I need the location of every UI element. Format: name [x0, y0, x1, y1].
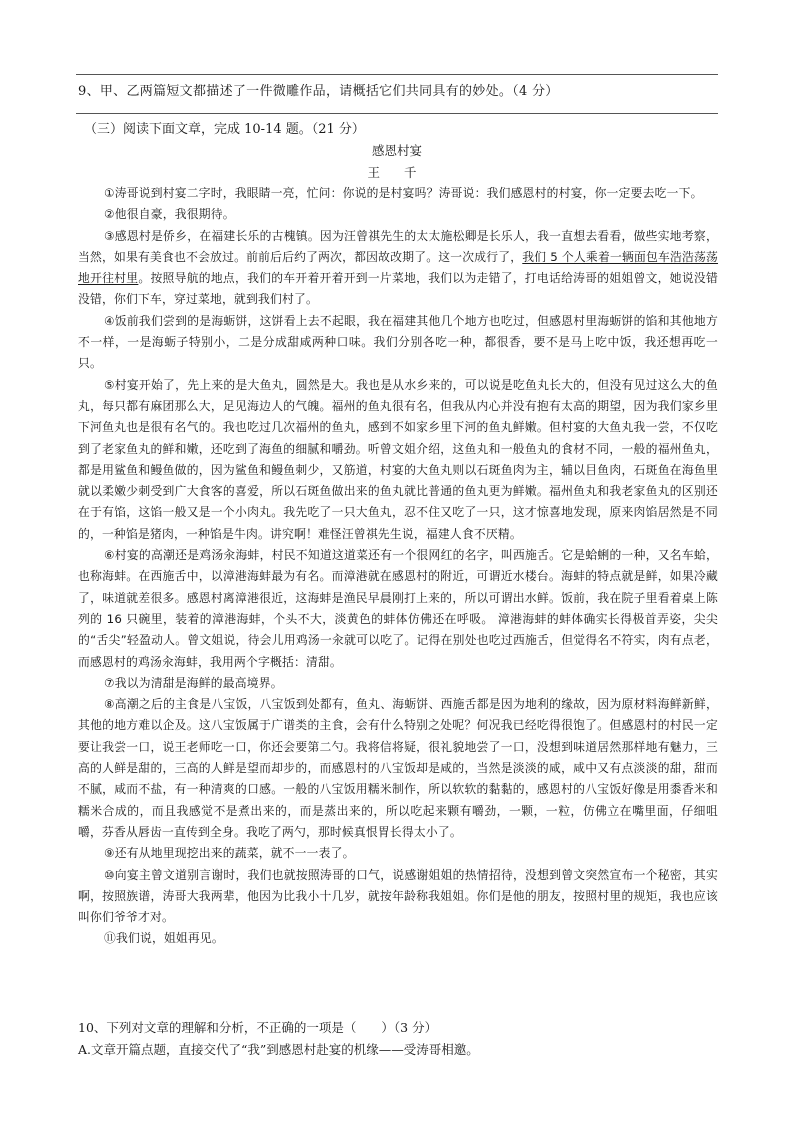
article-body [78, 183, 718, 950]
paragraph-2: ②他很自豪，我很期待。 [103, 207, 235, 222]
paragraph-8: ⑧高潮之后的主食是八宝饭，八宝饭到处都有，鱼丸、海蛎饼、西施舌都是因为地利的缘故，因为原材料海鲜新鲜，其他的地方难以企及。这八宝饭属于广谱类的主食，会有什么特别之处呢？何况我已经吃得很饱了。但感恩村的村民一定要让我尝一口，说王老师吃一口，你还会要第二勺。我将信将疑，很礼貌地尝了一口，没想到味道居然那样地有魅力，三高的人鲜是甜的，三高的人鲜是望而却步的，而感恩村的八宝饭却是咸的，当然是淡淡的咸，咸中又有点淡淡的甜，甜而不腻，咸而不盐，有一种清爽的口感。一般的八宝饭用糯米制作，所以软软的黏黏的，感恩村的八宝饭好像是用黍香米和糯米合成的，而且我感觉不是煮出来的，而是蒸出来的，所以吃起来颗有嚼劲，一颗，一粒，仿佛立在嘴里面，仔细咀嚼，芬香从唇齿一直传到全身。我吃了两勺，那时候真恨胃长得太小了。 [78, 697, 718, 839]
paragraph-11: ⑪我们说，姐姐再见。 [103, 931, 224, 946]
question-10: 10、下列对文章的理解和分析，不正确的一项是（ ）（3 分） [78, 1020, 438, 1035]
underlined-sentence: 我们 5 个人乘着一辆面包车浩浩荡荡地开往村里 [78, 249, 719, 286]
answer-rule [76, 113, 718, 114]
paragraph-3-part-b: 。按照导航的地点，我们的车开着开着开到一片菜地，我们以为走错了，打电话给涛哥的姐姐曾文，她说没错没错，你们下车，穿过菜地，就到我们村了。 [78, 271, 718, 307]
paragraph-9: ⑨还有从地里现挖出来的蔬菜，就不一一表了。 [103, 846, 355, 861]
paragraph-3 [78, 226, 718, 311]
top-rule [76, 74, 718, 75]
paragraph-5: ⑤村宴开始了，先上来的是大鱼丸，圆然是大。我也是从水乡来的，可以说是吃鱼丸长大的，但没有见过这么大的鱼丸，每只都有麻团那么大，足见海边人的气魄。福州的鱼丸很有名，但我从内心并没有抱有太高的期望，因为我们家乡里下河鱼丸也是很有名气的。我也吃过几次福州的鱼丸，感到不如家乡里下河的鱼丸鲜嫩。但村宴的大鱼丸我一尝，不仅吃到了老家鱼丸的鲜和嫩，还吃到了海鱼的细腻和嚼劲。听曾文姐介绍，这鱼丸和一般鱼丸的食材不同，一般的福州鱼丸，都是用鲨鱼和鳗鱼做的，因为鲨鱼和鳗鱼刺少，又筋道，村宴的大鱼丸则以石斑鱼肉为主，辅以目鱼肉，石斑鱼在海鱼里就以柔嫩少刺受到广大食客的喜爱，所以石斑鱼做出来的鱼丸就比普通的鱼丸更为鲜嫩。福州鱼丸和我老家鱼丸的区别还在于有馅，这馅一般又是一个小肉丸。我先吃了一只大鱼丸，忍不住又吃了一只，这才惊喜地发现，原来肉馅居然是不同的，一种馅是猪肉，一种馅是牛肉。讲究啊！难怪汪曾祺先生说，福建人食不厌精。 [78, 377, 718, 541]
paragraph-10: ⑩向宴主曾文道别言谢时，我们也就按照涛哥的口气，说感谢姐姐的热情招待，没想到曾文突然宣布一个秘密，其实啊，按照族谱，涛哥大我两辈，他因为比我小十几岁，就按年龄称我姐姐。你们是他的朋友，按照村里的规矩，我也应该叫你们爷爷才对。 [78, 867, 718, 925]
question-9: 9、甲、乙两篇短文都描述了一件微雕作品，请概括它们共同具有的妙处。（4 分） [78, 84, 559, 99]
paragraph-4: ④饭前我们尝到的是海蛎饼，这饼看上去不起眼，我在福建其他几个地方也吃过，但感恩村里海蛎饼的馅和其他地方不一样，一是海蛎子特别小，二是分成甜咸两种口味。我们分别各吃一种，都很香，要不是马上吃中饭，我还想再吃一只。 [78, 313, 718, 371]
question-10-option-a: A.文章开篇点题，直接交代了“我”到感恩村赴宴的机缘——受涛哥相邀。 [78, 1042, 479, 1057]
section-heading: （三）阅读下面文章，完成 10-14 题。（21 分） [84, 122, 365, 137]
paragraph-1: ①涛哥说到村宴二字时，我眼睛一亮，忙问：你说的是村宴吗？涛哥说：我们感恩村的村宴，你一定要去吃一下。 [103, 186, 703, 200]
article-author: 王 千 [367, 165, 427, 180]
paragraph-6: ⑥村宴的高潮还是鸡汤汆海蚌，村民不知道这道菜还有一个很网红的名字，叫西施舌。它是蛤蜊的一种，又名车蛤，也称海蚌。在西施舌中，以漳港海蚌最为有名。而漳港就在感恩村的附近，可谓近水楼台。海蚌的特点就是鲜，如果冷藏了，味道就差很多。感恩村离漳港很近，这海蚌是渔民早晨刚打上来的，所以可谓出水鲜。饭前，我在院子里看着桌上陈列的 16 只碗里，装着的漳港海蚌，个头不大，淡黄色的蚌体仿佛还在呼吸。 漳港海蚌的蚌体确实长得极首弄姿，尖尖的“舌尖”轻盈动人。曾文姐说，待会儿用鸡汤一汆就可以吃了。记得在别处也吃过西施舌，但觉得名不符实，肉有点老，而感恩村的鸡汤汆海蚌，我用两个字概括：清甜。 [78, 548, 718, 669]
paragraph-7: ⑦我以为清甜是海鲜的最高境界。 [103, 675, 283, 690]
article-title: 感恩村宴 [371, 143, 422, 158]
paragraph-3-part-a: ③感恩村是侨乡，在福建长乐的古槐镇。因为汪曾祺先生的太太施松卿是长乐人，我一直想去看看，做些实地考察，当然，如果有美食也不会放过。前前后后约了两次，都因故改期了。这一次成行了， [78, 228, 718, 264]
